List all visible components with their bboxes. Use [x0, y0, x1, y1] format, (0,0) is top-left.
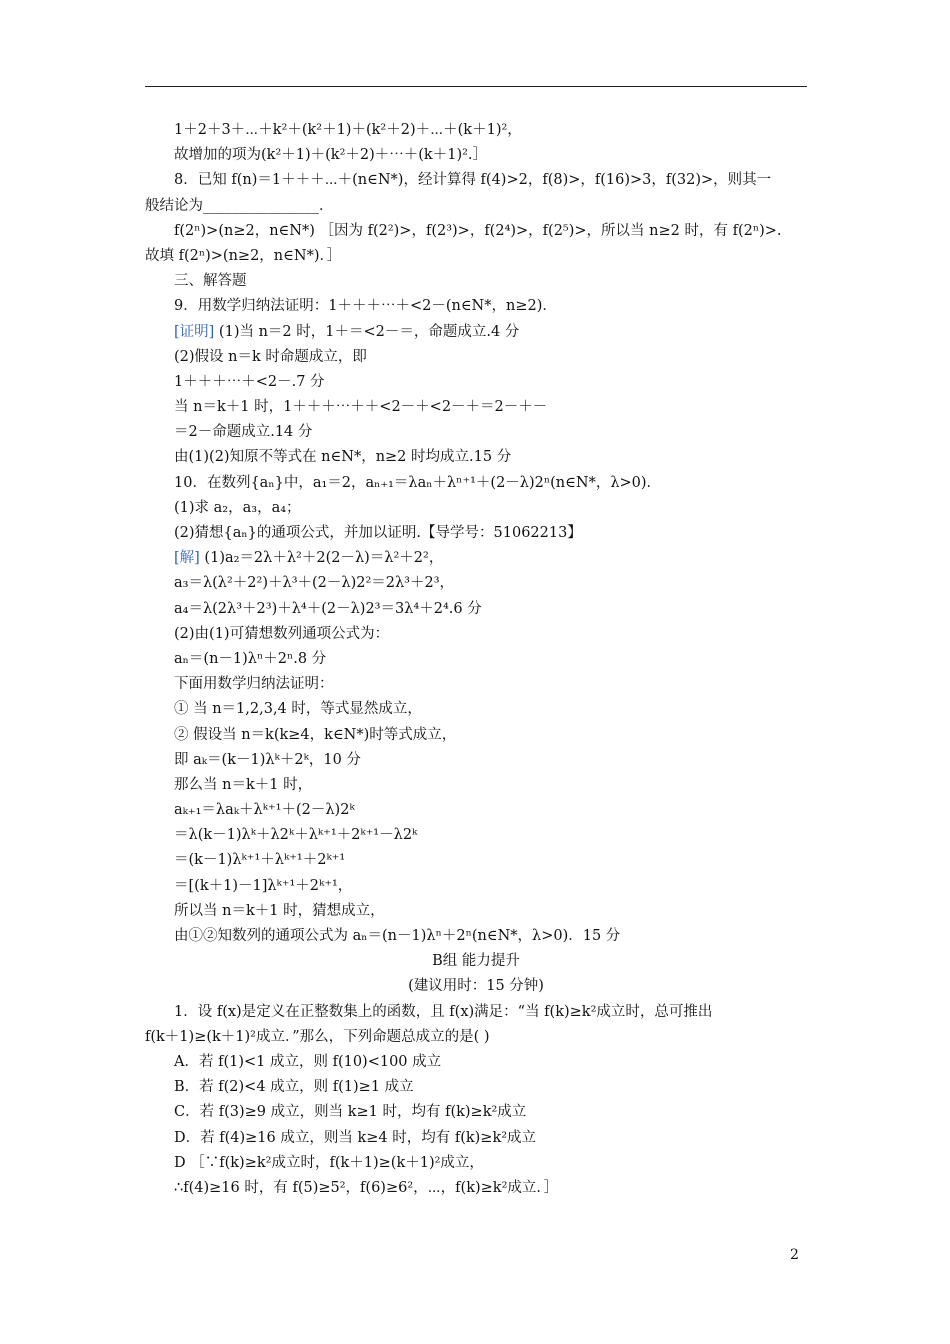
text-line — [145, 320, 807, 345]
text-line — [145, 823, 807, 848]
text-line — [145, 194, 807, 219]
text-line — [145, 1050, 807, 1075]
answer-label: [证明] — [174, 323, 215, 340]
answer-label: [解] — [174, 550, 200, 567]
line-text: D．若 f(4)≥16 成立，则当 k≥4 时，均有 f(k)≥k²成立 — [174, 1129, 537, 1146]
line-text: D ［∵f(k)≥k²成立时，f(k＋1)≥(k＋1)²成立， — [174, 1154, 484, 1171]
line-text: 8．已知 f(n)＝1＋＋＋⋯＋(n∈N*)，经计算得 f(4)>2，f(8)>，f(16)>3，f(32)>，则其一 — [174, 172, 772, 189]
text-line — [145, 1151, 807, 1176]
text-line — [145, 521, 807, 546]
line-text: 三、解答题 — [174, 273, 247, 290]
line-text: ② 假设当 n＝k(k≥4，k∈N*)时等式成立， — [174, 726, 457, 743]
line-text: 故填 f(2ⁿ)>(n≥2，n∈N*)．］ — [145, 247, 342, 264]
text-line — [145, 445, 807, 470]
text-line — [145, 1000, 807, 1025]
text-line — [145, 974, 807, 999]
line-text: 般结论为________________． — [145, 197, 334, 214]
line-text: 1＋＋＋⋯＋<2－.7 分 — [174, 373, 325, 390]
text-line — [145, 244, 807, 269]
text-line — [145, 496, 807, 521]
line-text: a₄＝λ(2λ³＋2³)＋λ⁴＋(2－λ)2³＝3λ⁴＋2⁴.6 分 — [174, 600, 482, 617]
text-line — [145, 597, 807, 622]
text-line — [145, 370, 807, 395]
text-line — [145, 748, 807, 773]
line-text: aₙ＝(n－1)λⁿ＋2ⁿ.8 分 — [174, 650, 327, 667]
line-text: ＝(k－1)λᵏ⁺¹＋λᵏ⁺¹＋2ᵏ⁺¹ — [174, 852, 346, 869]
line-text: ＝λ(k－1)λᵏ＋λ2ᵏ＋λᵏ⁺¹＋2ᵏ⁺¹－λ2ᵏ — [174, 827, 418, 844]
text-line — [145, 697, 807, 722]
line-text: ① 当 n＝1,2,3,4 时，等式显然成立， — [174, 701, 422, 718]
text-line — [145, 168, 807, 193]
line-text: (1)求 a₂，a₃，a₄； — [174, 499, 301, 516]
line-text: 由(1)(2)知原不等式在 n∈N*，n≥2 时均成立.15 分 — [174, 449, 512, 466]
text-line — [145, 471, 807, 496]
text-line — [145, 773, 807, 798]
text-line — [145, 874, 807, 899]
text-line — [145, 546, 807, 571]
line-text: B组 能力提升 — [432, 953, 520, 970]
text-line — [145, 571, 807, 596]
line-text: f(k＋1)≥(k＋1)²成立．”那么，下列命题总成立的是( ) — [145, 1028, 490, 1045]
text-line — [145, 647, 807, 672]
text-line — [145, 269, 807, 294]
line-text: (2)假设 n＝k 时命题成立，即 — [174, 348, 367, 365]
text-line — [145, 1075, 807, 1100]
line-text: 由①②知数列的通项公式为 aₙ＝(n－1)λⁿ＋2ⁿ(n∈N*，λ>0)．15 分 — [174, 928, 621, 944]
line-text: 下面用数学归纳法证明： — [174, 676, 334, 693]
line-text: 那么当 n＝k＋1 时， — [174, 776, 313, 793]
text-line — [145, 395, 807, 420]
text-line — [145, 1025, 807, 1050]
line-text: aₖ₊₁＝λaₖ＋λᵏ⁺¹＋(2－λ)2ᵏ — [174, 802, 355, 819]
text-line — [145, 345, 807, 370]
text-line — [145, 924, 807, 949]
line-text: 1＋2＋3＋⋯＋k²＋(k²＋1)＋(k²＋2)＋⋯＋(k＋1)²， — [174, 122, 522, 138]
line-text: 即 aₖ＝(k－1)λᵏ＋2ᵏ，10 分 — [174, 751, 361, 768]
line-text: ∴f(4)≥16 时，有 f(5)≥5²，f(6)≥6²，⋯，f(k)≥k²成立．］ — [174, 1179, 559, 1196]
line-text: A．若 f(1)<1 成立，则 f(10)<100 成立 — [174, 1053, 442, 1070]
line-text: ＝2－命题成立.14 分 — [174, 424, 313, 441]
document-body — [145, 118, 807, 1201]
line-text: (建议用时：15 分钟) — [408, 978, 544, 995]
line-text: B．若 f(2)<4 成立，则 f(1)≥1 成立 — [174, 1079, 414, 1096]
line-text: 10．在数列{aₙ}中，a₁＝2，aₙ₊₁＝λaₙ＋λⁿ⁺¹＋(2－λ)2ⁿ(n∈N*，λ>0)． — [174, 474, 662, 491]
line-text: 故增加的项为(k²＋1)＋(k²＋2)＋⋯＋(k＋1)².］ — [174, 147, 488, 164]
text-line — [145, 219, 807, 244]
text-line — [145, 1176, 807, 1201]
line-text: (2)猜想{aₙ}的通项公式，并加以证明.【导学号：51062213】 — [174, 525, 582, 541]
text-line — [145, 723, 807, 748]
line-text: (1)a₂＝2λ＋λ²＋2(2－λ)＝λ²＋2²， — [199, 550, 444, 567]
line-text: f(2ⁿ)>(n≥2，n∈N*) ［因为 f(2²)>，f(2³)>，f(2⁴)>，f(2⁵)>，所以当 n≥2 时，有 f(2ⁿ)>. — [174, 222, 782, 239]
line-text: (1)当 n＝2 时，1＋＝<2－＝，命题成立.4 分 — [214, 323, 520, 340]
line-text: ＝[(k＋1)－1]λᵏ⁺¹＋2ᵏ⁺¹， — [174, 877, 353, 894]
line-text: (2)由(1)可猜想数列通项公式为： — [174, 625, 390, 642]
text-line — [145, 1100, 807, 1125]
text-line — [145, 798, 807, 823]
line-text: 9．用数学归纳法证明：1＋＋＋⋯＋<2－(n∈N*，n≥2)． — [174, 298, 557, 315]
text-line — [145, 143, 807, 168]
text-line — [145, 294, 807, 319]
text-line — [145, 899, 807, 924]
text-line — [145, 848, 807, 873]
line-text: C．若 f(3)≥9 成立，则当 k≥1 时，均有 f(k)≥k²成立 — [174, 1104, 527, 1121]
page-number: 2 — [790, 1247, 799, 1263]
text-line — [145, 1126, 807, 1151]
text-line — [145, 622, 807, 647]
text-line — [145, 672, 807, 697]
header-rule — [145, 86, 807, 87]
line-text: 当 n＝k＋1 时，1＋＋＋⋯＋＋<2－＋<2－＋＝2－＋－ — [174, 399, 548, 416]
text-line — [145, 420, 807, 445]
line-text: 所以当 n＝k＋1 时，猜想成立， — [174, 902, 385, 919]
line-text: a₃＝λ(λ²＋2²)＋λ³＋(2－λ)2²＝2λ³＋2³， — [174, 575, 455, 592]
text-line — [145, 118, 807, 143]
line-text: 1．设 f(x)是定义在正整数集上的函数，且 f(x)满足：“当 f(k)≥k²成立时，总可推出 — [174, 1003, 713, 1020]
text-line — [145, 949, 807, 974]
